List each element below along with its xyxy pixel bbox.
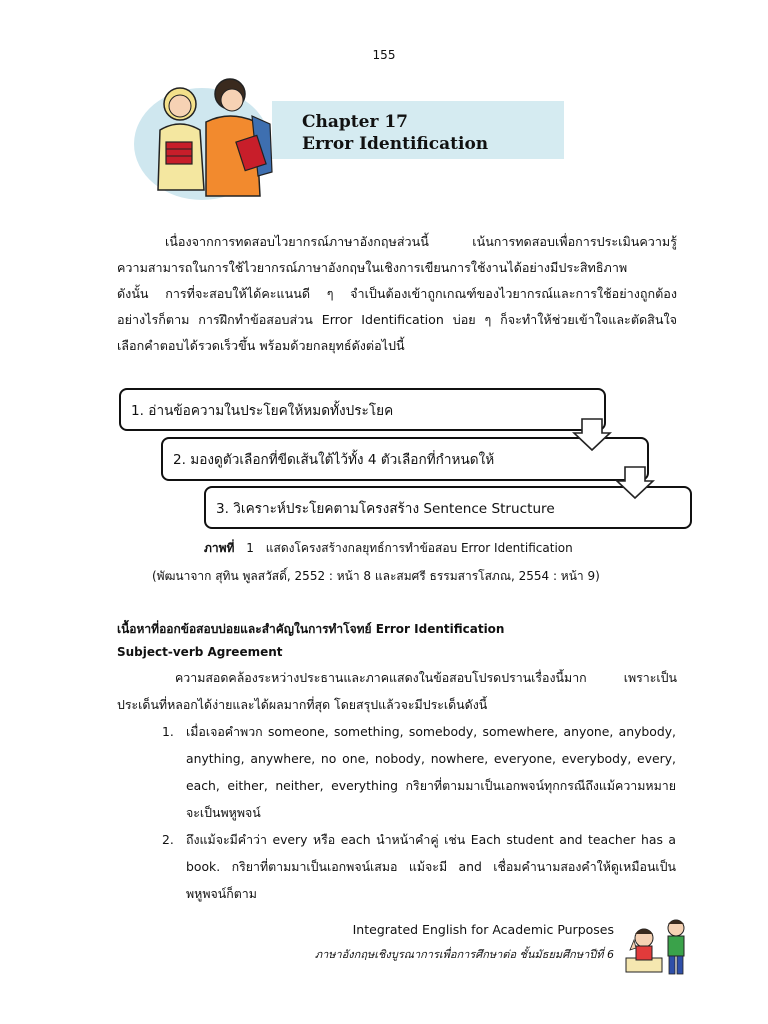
list-item-line: book. กริยาที่ตามมาเป็นเอกพจน์เสมอ แม้จะมี and เชื่อมคำนามสองคำให้ดูเหมือนเป็น (186, 859, 676, 874)
list-item-number: 2. (162, 832, 174, 847)
list-item-line: each, either, neither, everything กริยาที่ตามมาเป็นเอกพจน์ทุกกรณีถึงแม้ความหมาย (186, 778, 676, 793)
intro-line: เลือกคำตอบได้รวดเร็วขึ้น พร้อมด้วยกลยุทธ์ดังต่อไปนี้ (117, 338, 405, 353)
down-arrow-icon (572, 418, 612, 452)
intro-line: เนื่องจากการทดสอบไวยากรณ์ภาษาอังกฤษส่วนนี้ เน้นการทดสอบเพื่อการประเมินความรู้ (165, 234, 677, 249)
footer-title: Integrated English for Academic Purposes (352, 922, 614, 937)
strategy-step-text: 2. มองดูตัวเลือกที่ขีดเส้นใต้ไว้ทั้ง 4 ตัวเลือกที่กำหนดให้ (173, 452, 495, 468)
chapter-title (302, 111, 488, 155)
figure-source: (พัฒนาจาก สุทิน พูลสวัสดิ์, 2552 : หน้า 8 และสมศรี ธรรมสารโสภณ, 2554 : หน้า 9) (152, 569, 600, 583)
list-item (186, 826, 676, 907)
list-item-line: พหูพจน์ก็ตาม (186, 886, 257, 901)
list-item (186, 718, 676, 826)
chapter-number: Chapter 17 (302, 112, 408, 132)
section-heading: เนื้อหาที่ออกข้อสอบบ่อยและสำคัญในการทำโจทย์ Error Identification (117, 622, 505, 636)
list-item-line: เมื่อเจอคำพวก someone, something, somebody, somewhere, anyone, anybody, (186, 724, 676, 739)
intro-line: ดังนั้น การที่จะสอบให้ได้คะแนนดี ๆ จำเป็นต้องเข้าถูกเกณฑ์ของไวยากรณ์และการใช้อย่างถูกต้อง (117, 286, 677, 301)
list-item-number: 1. (162, 724, 174, 739)
list-item-line: anything, anywhere, no one, nobody, nowhere, everyone, everybody, every, (186, 751, 676, 766)
figure-text: แสดงโครงสร้างกลยุทธ์การทำข้อสอบ Error Identification (265, 541, 573, 555)
page-number: 155 (372, 48, 396, 62)
section-paragraph-line: ประเด็นที่หลอกได้ง่ายและได้ผลมากที่สุด โดยสรุปแล้วจะมีประเด็นดังนี้ (117, 697, 488, 712)
figure-caption (204, 539, 573, 558)
section-subheading: Subject-verb Agreement (117, 645, 283, 659)
chapter-name: Error Identification (302, 134, 489, 154)
figure-number: 1 (246, 541, 254, 555)
strategy-step-text: 3. วิเคราะห์ประโยคตามโครงสร้าง Sentence Structure (216, 500, 555, 517)
footer-subtitle: ภาษาอังกฤษเชิงบูรณาการเพื่อการศึกษาต่อ ชั้นมัธยมศึกษาปีที่ 6 (314, 948, 614, 961)
intro-line: อย่างไรก็ตาม การฝึกทำข้อสอบส่วน Error Identification บ่อย ๆ ก็จะทำให้ช่วยเข้าใจและตัดสินใจ (117, 312, 677, 327)
figure-label: ภาพที่ (204, 541, 235, 555)
strategy-step-text: 1. อ่านข้อความในประโยคให้หมดทั้งประโยค (131, 402, 394, 419)
intro-paragraph (117, 229, 677, 359)
list-item-line: ถึงแม้จะมีคำว่า every หรือ each นำหน้าคำคู่ เช่น Each student and teacher has a (186, 832, 676, 847)
down-arrow-icon (615, 466, 655, 500)
section-paragraph-line: ความสอดคล้องระหว่างประธานและภาคแสดงในข้อสอบโปรดปรานเรื่องนี้มาก เพราะเป็น (175, 670, 677, 685)
intro-line: ความสามารถในการใช้ไวยากรณ์ภาษาอังกฤษในเชิงการเขียนการใช้งานได้อย่างมีประสิทธิภาพ (117, 260, 628, 275)
list-item-line: จะเป็นพหูพจน์ (186, 805, 261, 820)
students-clipart (132, 72, 282, 202)
strategy-step-1 (119, 388, 606, 431)
footer-students-clipart (622, 914, 694, 978)
section-paragraph (117, 664, 677, 718)
